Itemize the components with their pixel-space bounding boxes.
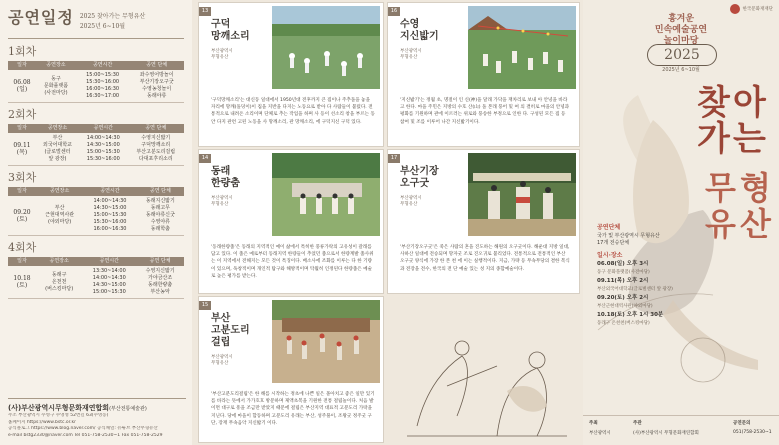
card-meta <box>400 49 422 61</box>
table-header: 공연시간 <box>76 61 129 70</box>
entry-venue: 부산근현대역사관(야외마당) <box>597 303 653 309</box>
groups-line: 동래한량춤 <box>148 282 173 288</box>
org-homepage: 홈페이지 https://www.bstc.or.kr <box>8 419 76 425</box>
card-title-line: 지신밟기 <box>400 31 439 42</box>
entry-venue: 부산외국어대학교(글로벌센터 앞 광장) <box>597 286 673 292</box>
date-day: (토) <box>16 215 28 223</box>
round-section <box>8 239 184 299</box>
times-line: 14:00~14:30 <box>93 198 127 204</box>
foundation-logo <box>730 4 773 14</box>
contact-label: 공연문의 <box>733 421 751 426</box>
card-number-badge: 14 <box>199 154 211 163</box>
cover-panel <box>583 0 779 445</box>
entry-date: 10.18(토) 오후 1시 30분 <box>597 312 664 318</box>
ink-illustration <box>387 296 580 443</box>
date-date: 09.11 <box>13 142 31 149</box>
round-label: 3회차 <box>8 171 37 184</box>
org-address: 주소 부산광역시 수영구 수영성 52번길 63(수영동) <box>8 413 109 418</box>
groups-line: 수영야류 <box>150 219 171 225</box>
card-number-badge: 16 <box>388 7 400 16</box>
tagline <box>583 14 779 47</box>
schedule-title: 공연일정 <box>8 8 74 27</box>
card-meta-line: 무형유산 <box>211 361 229 366</box>
date-date: 10.18 <box>13 275 31 282</box>
card-meta-line: 부산광역시 <box>211 355 233 360</box>
performance-card <box>198 149 384 294</box>
card-title-line: 동래 <box>211 166 231 177</box>
date-date: 09.20 <box>13 208 31 216</box>
venue-cell <box>36 196 83 236</box>
table-header: 공연장소 <box>36 61 76 70</box>
entry-venue: 동래구 온천천(버스킹마당) <box>597 320 650 326</box>
tagline-line-3: 놀이마당 <box>663 36 699 46</box>
round-section <box>8 43 184 103</box>
groups-line: 가야금산조 <box>148 275 173 281</box>
subtitle-line-2: 2025년 6~10월 <box>79 23 126 30</box>
card-title-line: 걸립 <box>211 337 231 348</box>
title-char-4: 는 <box>733 119 766 159</box>
round-label: 2회차 <box>8 108 37 121</box>
card-title-line: 망깨소리 <box>211 31 250 42</box>
groups-cell <box>128 133 184 166</box>
table-header: 일자 <box>8 257 36 266</box>
entry-venue: 동구 문화플랫폼(사전마당) <box>597 269 650 275</box>
org-blog: 공식블로그 https://www.blog.naver.com/ 공식채널: 유튜브 부산무형유산 <box>8 426 158 431</box>
venue-line: 외국어대학교 <box>43 142 72 148</box>
schedule-header <box>8 8 184 32</box>
card-photo <box>272 300 380 383</box>
venue-line: (글로벌센터 <box>44 149 71 155</box>
times-line: 15:30~16:00 <box>86 79 120 85</box>
rounds-container <box>8 43 184 299</box>
logo-text: 한국문화재재단 <box>742 7 773 12</box>
card-title <box>400 166 439 190</box>
times-cell <box>76 70 129 103</box>
card-title <box>211 166 240 190</box>
card-title-line: 한량춤 <box>211 178 240 189</box>
groups-line: 좌수영어방놀이 <box>139 72 174 78</box>
times-line: 14:30~15:00 <box>92 282 126 288</box>
tagline-line-2: 민속예술공연 <box>654 25 708 35</box>
round-label: 1회차 <box>8 45 37 58</box>
contact-number: 051)758-2530~1 <box>733 430 772 435</box>
org-name-note: (부산전통예술관) <box>109 406 147 412</box>
performance-card <box>387 2 580 147</box>
card-meta-line: 무형유산 <box>400 55 418 60</box>
entry-date: 09.11(목) 오후 2시 <box>597 278 649 284</box>
card-meta <box>400 196 422 208</box>
times-line: 13:30~14:00 <box>92 268 126 274</box>
times-cell <box>79 133 128 166</box>
card-number-badge: 15 <box>199 301 211 310</box>
card-meta-line: 부산광역시 <box>400 49 422 54</box>
card-title-line: 부산 <box>211 313 231 324</box>
groups-line: 동래학춤 <box>150 226 171 232</box>
groups-text-1: 국가 및 부산광역시 무형유산 <box>597 232 660 239</box>
event-info <box>597 220 687 327</box>
groups-line: 부산기장오구굿 <box>139 79 174 85</box>
card-photo <box>468 153 576 236</box>
card-meta-line: 부산광역시 <box>211 49 233 54</box>
title-char-2: 아 <box>733 83 766 123</box>
card-title-line: 구덕 <box>211 19 231 30</box>
date-cell <box>8 266 36 299</box>
times-line: 14:00~14:30 <box>92 275 126 281</box>
schedule-table <box>8 124 184 166</box>
times-line: 15:30~16:00 <box>93 219 127 225</box>
org-name-text: (사)부산광역시무형문화재연합회 <box>8 404 110 412</box>
times-line: 15:30~16:00 <box>86 156 120 162</box>
round-label: 4회차 <box>8 241 37 254</box>
times-cell <box>82 266 136 299</box>
times-line: 14:30~15:00 <box>93 205 127 211</box>
cover-period: 2025년 6~10월 <box>662 67 700 73</box>
schedule-subtitle <box>80 12 145 32</box>
date-day: (목) <box>16 149 28 156</box>
card-meta-line: 무형유산 <box>400 202 418 207</box>
table-header: 공연 단체 <box>128 124 184 133</box>
performance-card <box>387 149 580 294</box>
date-cell <box>8 70 36 103</box>
card-title-line: 고분도리 <box>211 325 250 336</box>
title-char-3: 가 <box>697 119 730 159</box>
table-header: 공연장소 <box>36 124 79 133</box>
groups-line: 부산고분도리걸립 <box>136 149 176 155</box>
times-line: 15:00~15:30 <box>86 149 120 155</box>
card-description: '구덕망깨소리'는 대신동 일대에서 1950년대 전후까지 큰 집이나 주추돌을 놓을 자리에 망깨(돌덩이)이 집을 지반을 다지는 노동요로 받아 다 사람들이 불렀다. 전통적으로 내려온 소리이며 단체로 추는 작업을 하며 사 등이 선소리 창을 부르는 동안 다지 관련 고된 노동을 사 망깨소리, 관 망깨소리, 에 구덕지신 구덕 있다. <box>211 98 375 125</box>
table-header: 공연 단체 <box>129 61 184 70</box>
groups-line: 동래지신밟기 <box>145 198 175 204</box>
card-title-line: 부산기장 <box>400 166 439 177</box>
groups-cell <box>129 70 184 103</box>
schedule-table <box>8 257 184 299</box>
venue-line: 동구 <box>51 75 61 82</box>
date-day: (토) <box>16 282 28 289</box>
card-meta <box>211 49 233 61</box>
table-header: 공연장소 <box>36 187 83 196</box>
table-header: 공연 단체 <box>137 187 184 196</box>
datetime-heading: 일시·장소 <box>597 251 623 259</box>
times-line: 15:00~15:30 <box>86 72 120 78</box>
year-badge: 2025 <box>647 44 717 66</box>
times-cell <box>83 196 136 236</box>
table-header: 일자 <box>8 187 36 196</box>
venue-cell <box>36 266 82 299</box>
card-meta <box>211 196 233 208</box>
title-char-7: 유 <box>705 205 736 243</box>
card-photo <box>272 6 380 89</box>
card-title-line: 오구굿 <box>400 178 429 189</box>
groups-cell <box>137 196 184 236</box>
organization-info <box>8 398 186 439</box>
performance-card <box>198 2 384 147</box>
card-number-badge: 17 <box>388 154 400 163</box>
venue-line: 문화플랫폼 <box>43 82 69 89</box>
round-section <box>8 106 184 166</box>
date-day: (일) <box>16 86 28 93</box>
card-description: '부산기장오구굿'은 죽은 사람의 혼을 진도하는 해원의 오구굿이다. 해운대 지방 일대, 사하산 일대에 전승되며 망자굿 조로 진오귀로 불리었다. 전통적으로 전통적인 부산 오구굿 양식에 가장 한 본 천 에 이는 실행적이다. 지금, 가략 등 무속무당의 결한 복식과 전장을 전수, 한국의 전 단 예술 있는 성 지의 종합예술이다. <box>400 245 570 272</box>
card-number-badge: 13 <box>199 7 211 16</box>
card-photo <box>272 153 380 236</box>
groups-line: 수영지신밟기 <box>141 135 171 141</box>
card-description: '지신밟기'는 정월 초, 명절이 인 신(神)을 달래 가닥을 재차리로 보내 아 안녕을 바라고 한다. 마을 주민은 지방의 수호 산(山) 돌 본래 풍어 및 여 의 결히로 마을의 안녕과 평화를 기원하며 관에 이르러는 위로와 풍송한 부정으로 인한 다. 구성된 모든 집 등 참여 및 조를 이루어 나간 지신밟기이다. <box>400 98 570 125</box>
groups-line: 동래야류신굿 <box>145 212 175 218</box>
date-date: 06.08 <box>13 79 31 86</box>
tagline-line-1: 흥겨운 <box>667 14 695 24</box>
date-cell <box>8 196 36 236</box>
card-photo <box>468 6 576 89</box>
times-line: 16:00~16:30 <box>93 226 127 232</box>
groups-cell <box>136 266 184 299</box>
host-name: 부산광역시 <box>589 431 611 436</box>
card-title <box>211 19 250 43</box>
groups-line: 구덕망깨소리 <box>141 142 171 148</box>
groups-line: 다대포후리소리 <box>138 156 173 162</box>
performance-card <box>198 296 384 443</box>
groups-heading: 공연단체 <box>597 224 621 231</box>
date-cell <box>8 133 36 166</box>
venue-line: 앞 광장) <box>48 156 67 162</box>
org-name <box>8 403 186 413</box>
host-label: 주최 <box>589 421 598 426</box>
table-header: 공연시간 <box>82 257 136 266</box>
table-header: 일자 <box>8 124 36 133</box>
table-row <box>8 266 184 299</box>
card-meta-line: 무형유산 <box>211 55 229 60</box>
times-line: 14:30~15:00 <box>86 142 120 148</box>
table-header: 일자 <box>8 61 36 70</box>
organizer-name: (사)부산광역시 무형문화재연합회 <box>633 431 699 436</box>
title-char-6: 형 <box>740 169 771 207</box>
title-char-5: 무 <box>705 169 736 207</box>
schedule-table <box>8 61 184 103</box>
card-meta-line: 무형유산 <box>211 202 229 207</box>
card-meta <box>211 355 233 367</box>
title-char-8: 산 <box>740 205 771 243</box>
divider <box>8 38 184 39</box>
venue-cell <box>36 133 79 166</box>
organizer-label: 주관 <box>633 421 642 426</box>
venue-line: 온천천 <box>51 278 67 285</box>
times-line: 15:00~15:30 <box>92 289 126 295</box>
table-row <box>8 196 184 236</box>
groups-line: 동래고무 <box>150 205 171 211</box>
schedule-panel <box>0 0 192 445</box>
groups-line: 수영지신밟기 <box>145 268 175 274</box>
table-row <box>8 70 184 103</box>
groups-line: 동래야류 <box>147 93 167 99</box>
times-line: 16:00~16:30 <box>86 86 120 92</box>
card-description: '부산고분도리걸립'은 한 해를 시작하는 정초에 나쁜 일은 몰아치고 좋은 일만 있기를 바라는 뜻에서 가가호호 방문하며 제액초복을 기원한 전통 걸립놀이다. 처음 발이면 대구로 흥을 조금만 받았지 때문에 걸립은 부산지역 대표적 고분도리 가락을 지닌다. 당에 마을이 합동하며 고분도리 유래는 부산, 성주풀이, 조왕굿 정주굿 구단, 장재 무속음악 지신밟기 이다. <box>211 392 375 426</box>
venue-line: 동래구 <box>51 271 67 278</box>
card-description: '동래한량춤'은 동래의 지역적인 예이 삶에서 특히한 풍류가락의 고유성이 갈래를 담고 있다. 이 춤은 예로부터 동래지역 한량들이 추었던 춤으로서 한량계발 춤사위는 이 지역에서 전해지는 모든 것이 특징이다. 배소사에 조화를 이루는 다 한 기량 이 있으며, 독창적이며 개인적 탐구와 해방적이며 탁월히 인정된다 한량춤은 예술로 높은 평가를 받는다. <box>211 245 374 279</box>
venue-line: (야외마당) <box>48 219 72 225</box>
subtitle-line-1: 2025 찾아가는 무형유산 <box>79 13 146 20</box>
entry-date: 09.20(토) 오후 2시 <box>597 295 649 301</box>
times-line: 14:00~14:30 <box>86 135 120 141</box>
table-header: 공연 단체 <box>136 257 184 266</box>
card-meta-line: 부산광역시 <box>400 196 422 201</box>
card-title <box>400 19 439 43</box>
venue-line: (버스킹마당) <box>45 285 74 292</box>
card-title-line: 수영 <box>400 19 420 30</box>
table-row <box>8 133 184 166</box>
table-header: 공연시간 <box>83 187 136 196</box>
title-char-1: 찾 <box>697 83 730 123</box>
entry-date: 06.08(일) 오후 3시 <box>597 261 649 267</box>
venue-line: 부산 <box>52 135 63 141</box>
groups-text-2: 17개 전승단체 <box>597 240 630 246</box>
logo-mark-icon <box>730 4 740 14</box>
venue-line: 근현대역사관 <box>45 212 75 218</box>
venue-line: (사전마당) <box>44 89 68 96</box>
times-line: 15:00~15:30 <box>93 212 127 218</box>
groups-line: 수영농청놀이 <box>142 86 172 92</box>
schedule-table <box>8 187 184 236</box>
round-section <box>8 169 184 236</box>
times-line: 16:30~17:00 <box>86 93 120 99</box>
table-header: 공연장소 <box>36 257 82 266</box>
card-meta-line: 부산광역시 <box>211 196 233 201</box>
org-contact: e-mail bstg2330@naver.com Tel 051-758-2530~1 Fax 051-758-2529 <box>8 432 163 438</box>
venue-line: 부산 <box>54 205 65 211</box>
cover-footer <box>583 415 779 445</box>
card-title <box>211 313 250 349</box>
groups-line: 부산농악 <box>150 289 170 295</box>
venue-cell <box>36 70 76 103</box>
table-header: 공연시간 <box>79 124 128 133</box>
